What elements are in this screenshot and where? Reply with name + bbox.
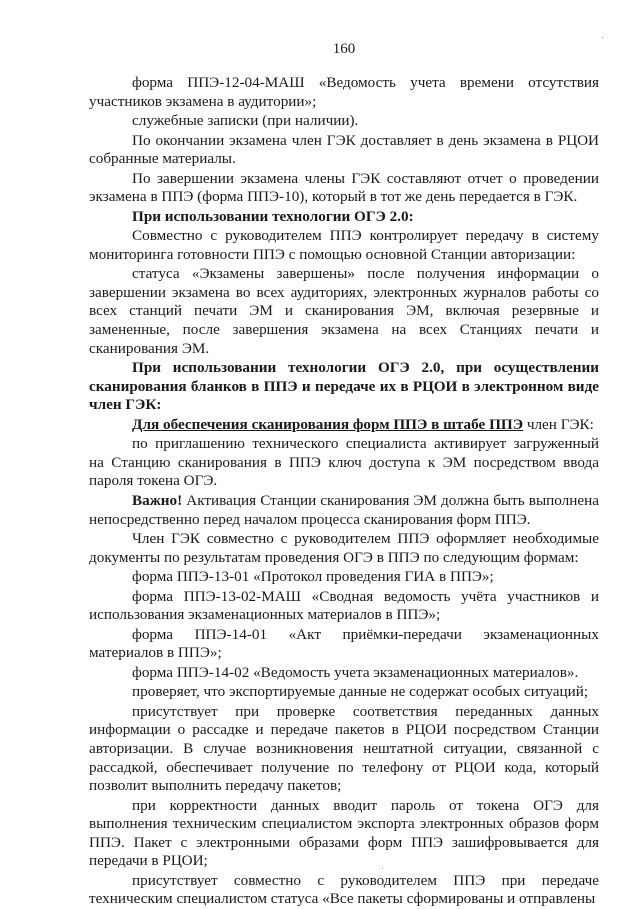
scan-speck [382, 868, 383, 869]
section-heading: При использовании технологии ОГЭ 2.0, при осуществлении сканирования бланков в ППЭ и передаче их в РЦОИ в электронном виде член ГЭК: [89, 359, 599, 414]
paragraph: служебные записки (при наличии). [132, 112, 359, 130]
paragraph: По завершении экзамена члены ГЭК составляют отчет о проведении экзамена в ППЭ (форма ППЭ-10), который в тот же день передается в ГЭК. [89, 169, 599, 206]
paragraph: форма ППЭ-12-04-МАШ «Ведомость учета времени отсутствия участников экзамена в аудитории»; [89, 74, 599, 110]
paragraph: форма ППЭ-14-01 «Акт приёмки-передачи экзаменационных материалов в ППЭ»; [89, 625, 599, 662]
important-label: Важно! [132, 491, 183, 509]
page-number: 160 [332, 41, 356, 57]
paragraph: проверяет, что экспортируемые данные не содержат особых ситуаций; [132, 683, 589, 701]
paragraph: форма ППЭ-13-02-МАШ «Сводная ведомость учёта участников и использования экзаменационных материалов в ППЭ»; [89, 587, 599, 624]
paragraph-rest: член ГЭК: [523, 415, 594, 433]
underlined-heading: Для обеспечения сканирования форм ППЭ в штабе ППЭ [132, 415, 524, 433]
paragraph: форма ППЭ-14-02 «Ведомость учета экзаменационных материалов». [132, 663, 579, 681]
paragraph [89, 416, 599, 435]
paragraph: присутствует при проверке соответствия переданных данных информации о рассадке и передаче пакетов в РЦОИ посредством Станции авторизации. В случае возникновения нештатной ситуации, связанной с рассадкой, обеспечивает получение по телефону от РЦОИ кода, который позволит выполнить передачу пакетов; [89, 702, 599, 795]
paragraph: статуса «Экзамены завершены» после получения информации о завершении экзамена во всех аудиториях, электронных журналов работы со всех станций печати ЭМ и сканирования ЭМ, включая резервные и замененные, после завершения экзамена на всех Станциях печати и сканирования ЭМ. [89, 265, 599, 357]
paragraph: Член ГЭК совместно с руководителем ППЭ оформляет необходимые документы по результатам проведения ОГЭ в ППЭ по следующим формам: [89, 530, 599, 566]
scan-speck [602, 37, 603, 38]
section-heading: При использовании технологии ОГЭ 2.0: [132, 207, 414, 225]
paragraph [89, 492, 599, 529]
paragraph: По окончании экзамена член ГЭК доставляет в день экзамена в РЦОИ собранные материалы. [89, 131, 599, 168]
paragraph: форма ППЭ-13-01 «Протокол проведения ГИА в ППЭ»; [132, 568, 494, 586]
paragraph: присутствует совместно с руководителем ППЭ при передаче техническим специалистом статуса «Все пакеты сформированы и отправлены [89, 871, 599, 908]
paragraph: при корректности данных вводит пароль от токена ОГЭ для выполнения техническим специалистом экспорта электронных образов форм ППЭ. Пакет с электронными образами форм ППЭ зашифровывается для передачи в РЦОИ; [89, 796, 599, 870]
paragraph-rest: Активация Станции сканирования ЭМ должна быть выполнена непосредственно перед началом процесса сканирования форм ППЭ. [89, 491, 599, 528]
paragraph: по приглашению технического специалиста активирует загруженный на Станцию сканирования в ППЭ ключ доступа к ЭМ посредством ввода пароля токена ОГЭ. [89, 435, 599, 490]
paragraph: Совместно с руководителем ППЭ контролирует передачу в систему мониторинга готовности ППЭ с помощью основной Станции авторизации: [89, 227, 599, 263]
